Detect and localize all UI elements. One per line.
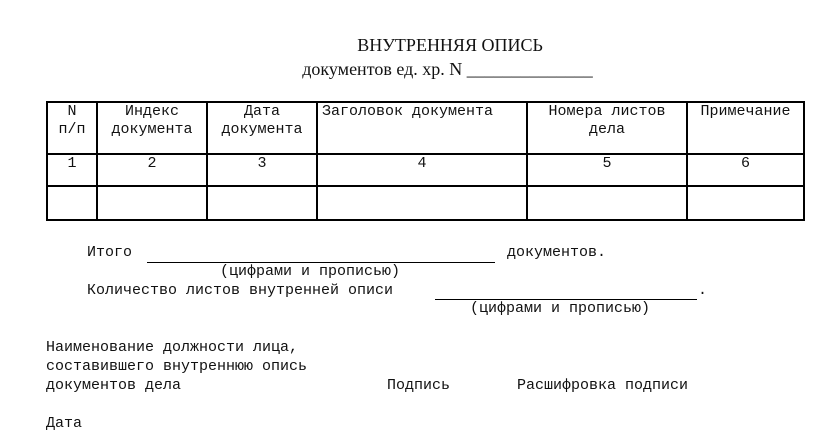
column-header-sheet-numbers: Номера листов дела [527, 102, 687, 154]
sheet-count-label: Количество листов внутренней описи [87, 282, 394, 299]
table-cell [527, 186, 687, 220]
table-row [47, 186, 804, 220]
position-label-line1: Наименование должности лица, [46, 339, 299, 356]
table-cell: 2 [97, 154, 207, 186]
date-label: Дата [46, 415, 83, 432]
column-header-note: Примечание [687, 102, 804, 154]
table-header-row [47, 102, 804, 154]
table-cell [317, 186, 527, 220]
column-header-number: N п/п [47, 102, 97, 154]
document-title: ВНУТРЕННЯЯ ОПИСЬ [357, 35, 543, 55]
table-cell [47, 186, 97, 220]
table-cell [687, 186, 804, 220]
position-label-line3: документов дела [46, 377, 182, 394]
signature-label: Подпись [387, 377, 451, 394]
table-cell: 4 [317, 154, 527, 186]
itogo-suffix: документов. [507, 244, 607, 261]
position-label-line2: составившего внутреннюю опись [46, 358, 308, 375]
table-cell: 3 [207, 154, 317, 186]
column-header-date: Дата документа [207, 102, 317, 154]
itogo-label: Итого [87, 244, 133, 261]
column-header-index: Индекс документа [97, 102, 207, 154]
table-cell [207, 186, 317, 220]
table-cell: 1 [47, 154, 97, 186]
inventory-table [46, 101, 805, 221]
sheet-count-suffix: . [698, 282, 708, 299]
table-cell: 5 [527, 154, 687, 186]
signature-decode-label: Расшифровка подписи [517, 377, 689, 394]
table-cell [97, 186, 207, 220]
itogo-hint: (цифрами и прописью) [220, 263, 401, 280]
column-number-row [47, 154, 804, 186]
table-cell: 6 [687, 154, 804, 186]
sheet-count-hint: (цифрами и прописью) [470, 300, 651, 317]
column-header-heading: Заголовок документа [317, 102, 527, 154]
document-subtitle: документов ед. хр. N ______________ [302, 59, 593, 79]
